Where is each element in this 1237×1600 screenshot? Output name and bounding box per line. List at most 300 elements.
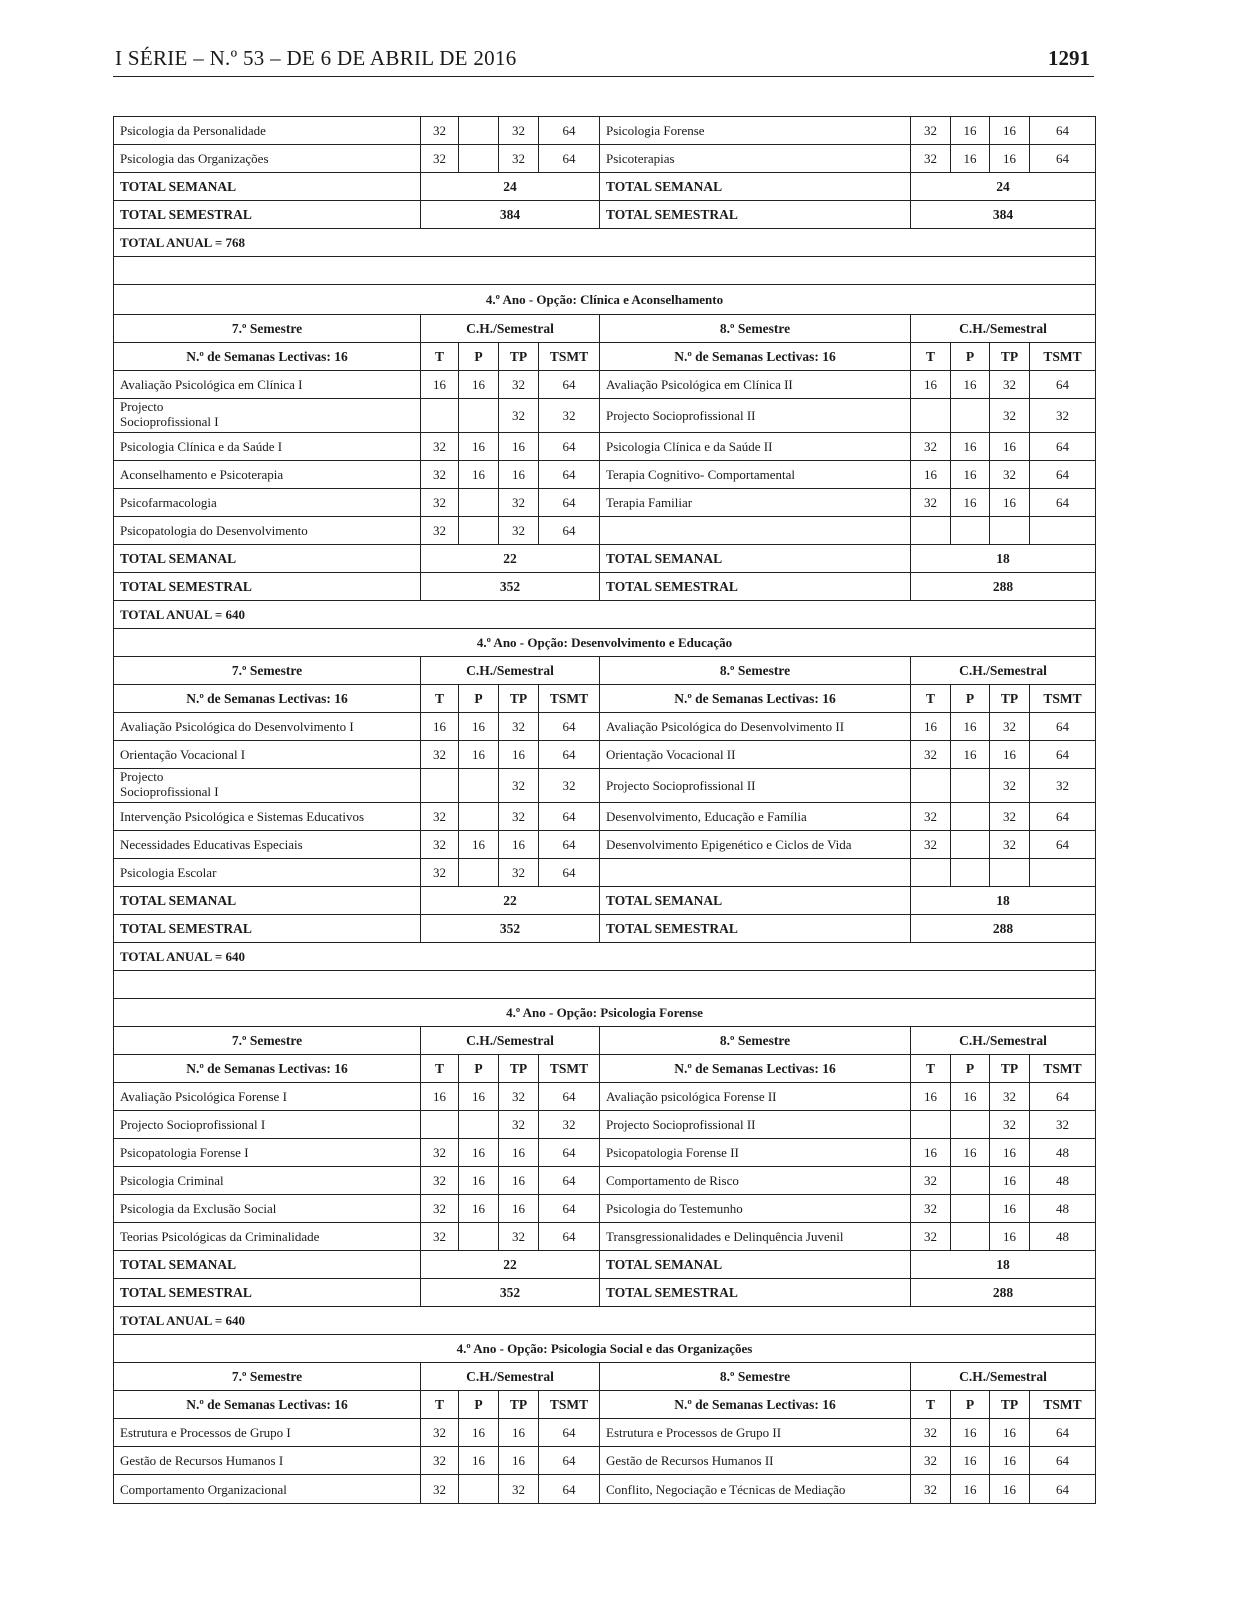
total-semanal-label: TOTAL SEMANAL xyxy=(599,545,910,572)
hours-cell xyxy=(910,517,950,544)
hours-cell: 32 xyxy=(498,117,538,144)
hours-cell: 32 xyxy=(910,831,950,858)
hours-cell: 16 xyxy=(989,1195,1029,1222)
hours-cell: 16 xyxy=(989,489,1029,516)
semester-header-row xyxy=(114,1027,1095,1055)
hours-cell xyxy=(950,769,989,802)
course-name: Psicoterapias xyxy=(599,145,910,172)
total-anual-row xyxy=(114,943,1095,971)
course-row xyxy=(114,399,1095,433)
total-semanal-value: 18 xyxy=(910,887,1095,914)
course-row xyxy=(114,117,1095,145)
hours-cell: 16 xyxy=(989,1475,1029,1503)
course-name: Psicopatologia Forense I xyxy=(120,1145,249,1160)
hours-cell: 32 xyxy=(989,461,1029,488)
course-name: Terapia Familiar xyxy=(599,489,910,516)
total-semanal-label: TOTAL SEMANAL xyxy=(120,893,237,908)
total-semanal-value: 22 xyxy=(420,1251,599,1278)
hours-cell xyxy=(420,769,458,802)
weeks-label: N.º de Semanas Lectivas: 16 xyxy=(186,349,348,364)
course-row xyxy=(114,489,1095,517)
course-row xyxy=(114,1167,1095,1195)
hours-cell: 16 xyxy=(420,713,458,740)
hours-cell: 32 xyxy=(498,517,538,544)
column-header-row xyxy=(114,343,1095,371)
course-row xyxy=(114,1111,1095,1139)
total-semestral-value: 352 xyxy=(420,915,599,942)
hours-cell xyxy=(950,1223,989,1250)
course-name: Orientação Vocacional II xyxy=(599,741,910,768)
course-name: Aconselhamento e Psicoterapia xyxy=(120,467,284,482)
hours-cell xyxy=(1029,517,1095,544)
column-p: P xyxy=(458,685,498,712)
hours-cell: 32 xyxy=(910,1447,950,1474)
hours-cell xyxy=(458,399,498,432)
total-semanal-value: 24 xyxy=(910,173,1095,200)
hours-cell: 64 xyxy=(538,1223,599,1250)
column-t: T xyxy=(910,1391,950,1418)
hours-cell xyxy=(950,803,989,830)
weeks-label: N.º de Semanas Lectivas: 16 xyxy=(186,1397,348,1412)
course-name: Psicologia das Organizações xyxy=(120,151,269,166)
hours-cell: 64 xyxy=(538,1195,599,1222)
total-semestral-value: TOTAL SEMESTRAL xyxy=(599,573,910,600)
total-semanal-value: 18 xyxy=(910,545,1095,572)
hours-cell: 32 xyxy=(420,1447,458,1474)
column-tp: TP xyxy=(498,343,538,370)
hours-cell: 32 xyxy=(498,1083,538,1110)
hours-cell: 64 xyxy=(1029,117,1095,144)
course-name: Psicologia Escolar xyxy=(120,865,217,880)
course-name: Comportamento Organizacional xyxy=(120,1481,287,1497)
hours-cell: 32 xyxy=(498,769,538,802)
hours-cell: 64 xyxy=(538,117,599,144)
column-tp: TP xyxy=(989,1055,1029,1082)
column-t: T xyxy=(910,343,950,370)
course-row xyxy=(114,1447,1095,1475)
hours-cell: 32 xyxy=(498,803,538,830)
hours-cell: 32 xyxy=(420,1139,458,1166)
semester-7-label: 7.º Semestre xyxy=(231,663,303,678)
total-semanal-row xyxy=(114,1251,1095,1279)
hours-cell: 64 xyxy=(538,741,599,768)
column-tsmt: TSMT xyxy=(538,1391,599,1418)
hours-cell: 64 xyxy=(1029,803,1095,830)
course-name: Projecto Socioprofissional II xyxy=(599,769,910,802)
course-name: Psicopatologia Forense II xyxy=(599,1139,910,1166)
column-t: T xyxy=(420,343,458,370)
hours-cell: 64 xyxy=(538,371,599,398)
semester-8-label: 8.º Semestre xyxy=(599,1363,910,1390)
course-name: Necessidades Educativas Especiais xyxy=(120,837,303,852)
total-semanal-row xyxy=(114,173,1095,201)
hours-cell: 16 xyxy=(950,1083,989,1110)
option-title-row xyxy=(114,1335,1095,1363)
course-name: Psicologia Clínica e da Saúde I xyxy=(120,439,283,454)
course-name: Transgressionalidades e Delinquência Juvenil xyxy=(599,1223,910,1250)
spacer-row xyxy=(114,257,1095,285)
hours-cell: 16 xyxy=(458,433,498,460)
course-row xyxy=(114,1195,1095,1223)
course-name: Orientação Vocacional I xyxy=(120,747,246,762)
hours-cell: 16 xyxy=(950,741,989,768)
course-name-line: Projecto xyxy=(120,769,164,784)
hours-cell: 32 xyxy=(420,1223,458,1250)
course-name: Psicologia da Personalidade xyxy=(120,123,266,138)
hours-cell: 64 xyxy=(1029,371,1095,398)
hours-cell: 32 xyxy=(420,117,458,144)
total-anual: TOTAL ANUAL = 768 xyxy=(120,234,246,250)
hours-cell: 32 xyxy=(910,741,950,768)
total-semestral-value: 384 xyxy=(420,201,599,228)
course-name: Projecto Socioprofissional II xyxy=(599,1111,910,1138)
hours-cell xyxy=(458,117,498,144)
course-row xyxy=(114,1223,1095,1251)
column-t: T xyxy=(420,1055,458,1082)
hours-cell: 32 xyxy=(420,145,458,172)
hours-cell: 32 xyxy=(1029,769,1095,802)
hours-cell: 64 xyxy=(1029,433,1095,460)
hours-cell: 64 xyxy=(538,145,599,172)
course-row xyxy=(114,803,1095,831)
course-name: Intervenção Psicológica e Sistemas Educativos xyxy=(120,809,365,824)
course-name: Comportamento de Risco xyxy=(599,1167,910,1194)
course-row xyxy=(114,1419,1095,1447)
hours-cell: 16 xyxy=(498,461,538,488)
hours-cell: 16 xyxy=(989,1167,1029,1194)
hours-cell: 32 xyxy=(498,713,538,740)
hours-cell: 64 xyxy=(538,1083,599,1110)
hours-cell: 32 xyxy=(498,399,538,432)
semester-8-label: 8.º Semestre xyxy=(599,315,910,342)
hours-cell xyxy=(458,145,498,172)
ch-semestral-label: C.H./Semestral xyxy=(910,657,1095,684)
hours-cell: 16 xyxy=(950,1447,989,1474)
hours-cell: 32 xyxy=(910,145,950,172)
hours-cell: 32 xyxy=(910,1223,950,1250)
hours-cell xyxy=(420,1111,458,1138)
course-name: Avaliação Psicológica em Clínica I xyxy=(120,377,303,392)
hours-cell: 32 xyxy=(420,1167,458,1194)
ch-semestral-label: C.H./Semestral xyxy=(420,315,599,342)
course-row xyxy=(114,831,1095,859)
hours-cell: 32 xyxy=(989,399,1029,432)
total-semestral-value: 384 xyxy=(910,201,1095,228)
hours-cell: 32 xyxy=(498,1475,538,1503)
course-row xyxy=(114,769,1095,803)
total-semanal-value: 24 xyxy=(420,173,599,200)
hours-cell: 64 xyxy=(1029,831,1095,858)
weeks-label: N.º de Semanas Lectivas: 16 xyxy=(599,685,910,712)
total-semestral-value: 288 xyxy=(910,573,1095,600)
hours-cell xyxy=(950,517,989,544)
hours-cell: 32 xyxy=(498,1223,538,1250)
course-name: Avaliação Psicológica do Desenvolvimento II xyxy=(599,713,910,740)
hours-cell: 48 xyxy=(1029,1223,1095,1250)
hours-cell: 32 xyxy=(910,1167,950,1194)
course-row xyxy=(114,1139,1095,1167)
hours-cell: 32 xyxy=(420,489,458,516)
total-semanal-value: 22 xyxy=(420,545,599,572)
hours-cell: 16 xyxy=(950,117,989,144)
hours-cell: 16 xyxy=(498,831,538,858)
column-header-row xyxy=(114,1055,1095,1083)
column-tp: TP xyxy=(498,1391,538,1418)
column-tp: TP xyxy=(498,685,538,712)
hours-cell: 32 xyxy=(910,117,950,144)
hours-cell: 16 xyxy=(989,1447,1029,1474)
weeks-label: N.º de Semanas Lectivas: 16 xyxy=(186,1061,348,1076)
course-name xyxy=(114,399,420,432)
hours-cell: 16 xyxy=(498,1195,538,1222)
column-tsmt: TSMT xyxy=(1029,1055,1095,1082)
course-name xyxy=(114,769,420,802)
total-semestral-label: TOTAL SEMESTRAL xyxy=(120,207,252,222)
total-semestral-label: TOTAL SEMESTRAL xyxy=(120,921,252,936)
semester-header-row xyxy=(114,657,1095,685)
total-semanal-value: 22 xyxy=(420,887,599,914)
column-p: P xyxy=(950,685,989,712)
course-name: Teorias Psicológicas da Criminalidade xyxy=(120,1229,320,1244)
option-title-row xyxy=(114,629,1095,657)
hours-cell xyxy=(910,1111,950,1138)
total-anual: TOTAL ANUAL = 640 xyxy=(120,948,246,964)
option-title: 4.º Ano - Opção: Desenvolvimento e Educação xyxy=(476,634,733,650)
hours-cell: 16 xyxy=(910,713,950,740)
hours-cell: 64 xyxy=(1029,145,1095,172)
course-row xyxy=(114,461,1095,489)
hours-cell xyxy=(910,769,950,802)
hours-cell: 16 xyxy=(989,145,1029,172)
column-tsmt: TSMT xyxy=(538,1055,599,1082)
column-header-row xyxy=(114,1391,1095,1419)
column-t: T xyxy=(910,685,950,712)
hours-cell: 32 xyxy=(1029,1111,1095,1138)
column-t: T xyxy=(420,685,458,712)
ch-semestral-label: C.H./Semestral xyxy=(910,1363,1095,1390)
course-name: Projecto Socioprofissional II xyxy=(599,399,910,432)
hours-cell: 16 xyxy=(910,1083,950,1110)
total-semanal-label: TOTAL SEMANAL xyxy=(120,551,237,566)
course-name: Estrutura e Processos de Grupo II xyxy=(599,1419,910,1446)
hours-cell: 48 xyxy=(1029,1167,1095,1194)
total-semanal-value: 18 xyxy=(910,1251,1095,1278)
hours-cell: 64 xyxy=(538,713,599,740)
total-semestral-value: TOTAL SEMESTRAL xyxy=(599,915,910,942)
course-name: Conflito, Negociação e Técnicas de Mediação xyxy=(599,1475,910,1503)
hours-cell: 16 xyxy=(498,741,538,768)
hours-cell: 64 xyxy=(1029,461,1095,488)
hours-cell: 64 xyxy=(538,489,599,516)
hours-cell: 16 xyxy=(458,1167,498,1194)
course-name: Psicologia da Exclusão Social xyxy=(120,1201,277,1216)
column-p: P xyxy=(950,1055,989,1082)
spacer-row xyxy=(114,971,1095,999)
semester-header-row xyxy=(114,1363,1095,1391)
hours-cell: 32 xyxy=(989,713,1029,740)
hours-cell: 16 xyxy=(498,1447,538,1474)
hours-cell: 16 xyxy=(910,371,950,398)
hours-cell xyxy=(458,1223,498,1250)
course-name: Terapia Cognitivo- Comportamental xyxy=(599,461,910,488)
hours-cell: 32 xyxy=(498,371,538,398)
semester-header-row xyxy=(114,315,1095,343)
hours-cell: 32 xyxy=(538,399,599,432)
course-name: Avaliação Psicológica Forense I xyxy=(120,1089,287,1104)
hours-cell: 16 xyxy=(950,489,989,516)
hours-cell: 64 xyxy=(538,517,599,544)
hours-cell: 16 xyxy=(910,1139,950,1166)
hours-cell: 32 xyxy=(498,1111,538,1138)
hours-cell: 16 xyxy=(458,1083,498,1110)
total-anual-row xyxy=(114,229,1095,257)
course-name: Avaliação Psicológica em Clínica II xyxy=(599,371,910,398)
course-row xyxy=(114,859,1095,887)
hours-cell: 32 xyxy=(498,145,538,172)
hours-cell: 64 xyxy=(538,1419,599,1446)
total-anual: TOTAL ANUAL = 640 xyxy=(120,1312,246,1328)
total-semestral-label: TOTAL SEMESTRAL xyxy=(120,1285,252,1300)
course-row xyxy=(114,517,1095,545)
hours-cell: 16 xyxy=(458,1447,498,1474)
hours-cell: 32 xyxy=(420,433,458,460)
hours-cell: 16 xyxy=(950,713,989,740)
hours-cell: 32 xyxy=(989,371,1029,398)
page-header xyxy=(113,44,1094,77)
course-name: Gestão de Recursos Humanos II xyxy=(599,1447,910,1474)
hours-cell: 64 xyxy=(1029,489,1095,516)
hours-cell: 64 xyxy=(1029,713,1095,740)
hours-cell: 32 xyxy=(498,489,538,516)
hours-cell xyxy=(420,399,458,432)
page-number: 1291 xyxy=(1048,46,1090,70)
semester-7-label: 7.º Semestre xyxy=(231,1369,303,1384)
hours-cell: 16 xyxy=(989,1139,1029,1166)
hours-cell xyxy=(950,859,989,886)
total-semanal-row xyxy=(114,887,1095,915)
column-p: P xyxy=(950,343,989,370)
column-t: T xyxy=(420,1391,458,1418)
hours-cell: 32 xyxy=(910,1419,950,1446)
column-tsmt: TSMT xyxy=(538,343,599,370)
hours-cell xyxy=(458,517,498,544)
total-semestral-row xyxy=(114,201,1095,229)
hours-cell: 32 xyxy=(989,803,1029,830)
total-semestral-value: TOTAL SEMESTRAL xyxy=(599,1279,910,1306)
course-row xyxy=(114,371,1095,399)
course-name: Desenvolvimento Epigenético e Ciclos de Vida xyxy=(599,831,910,858)
hours-cell: 16 xyxy=(950,1475,989,1503)
hours-cell: 16 xyxy=(498,433,538,460)
hours-cell: 16 xyxy=(950,433,989,460)
semester-7-label: 7.º Semestre xyxy=(231,1033,303,1048)
total-semestral-label: TOTAL SEMESTRAL xyxy=(120,579,252,594)
course-name: Psicopatologia do Desenvolvimento xyxy=(120,523,308,538)
course-name: Gestão de Recursos Humanos I xyxy=(120,1453,284,1468)
total-semanal-label: TOTAL SEMANAL xyxy=(599,1251,910,1278)
column-tsmt: TSMT xyxy=(1029,1391,1095,1418)
hours-cell: 16 xyxy=(989,1419,1029,1446)
hours-cell: 32 xyxy=(1029,399,1095,432)
hours-cell: 16 xyxy=(420,371,458,398)
hours-cell: 64 xyxy=(1029,1447,1095,1474)
column-p: P xyxy=(458,1391,498,1418)
hours-cell: 16 xyxy=(989,433,1029,460)
hours-cell: 16 xyxy=(458,741,498,768)
hours-cell xyxy=(950,399,989,432)
course-name: Avaliação Psicológica do Desenvolvimento I xyxy=(120,719,354,734)
hours-cell: 32 xyxy=(420,803,458,830)
hours-cell: 32 xyxy=(989,1111,1029,1138)
hours-cell xyxy=(910,399,950,432)
total-anual-row xyxy=(114,1307,1095,1335)
hours-cell: 32 xyxy=(989,831,1029,858)
hours-cell xyxy=(989,517,1029,544)
hours-cell: 32 xyxy=(910,433,950,460)
hours-cell xyxy=(989,859,1029,886)
hours-cell: 16 xyxy=(950,461,989,488)
hours-cell: 32 xyxy=(910,803,950,830)
option-title: 4.º Ano - Opção: Psicologia Forense xyxy=(506,1004,703,1020)
hours-cell: 16 xyxy=(989,741,1029,768)
total-anual-row xyxy=(114,601,1095,629)
hours-cell: 32 xyxy=(420,517,458,544)
course-name: Psicologia do Testemunho xyxy=(599,1195,910,1222)
hours-cell: 16 xyxy=(950,145,989,172)
hours-cell: 32 xyxy=(989,769,1029,802)
course-name-line: Socioprofissional I xyxy=(120,784,219,799)
total-semanal-label: TOTAL SEMANAL xyxy=(599,887,910,914)
hours-cell: 16 xyxy=(950,371,989,398)
course-name: Estrutura e Processos de Grupo I xyxy=(120,1425,291,1440)
course-name: Psicologia Forense xyxy=(599,117,910,144)
total-semestral-value: TOTAL SEMESTRAL xyxy=(599,201,910,228)
course-name-line: Socioprofissional I xyxy=(120,414,219,429)
semester-7-label: 7.º Semestre xyxy=(231,321,303,336)
hours-cell: 32 xyxy=(420,741,458,768)
semester-8-label: 8.º Semestre xyxy=(599,1027,910,1054)
hours-cell: 64 xyxy=(538,461,599,488)
hours-cell: 32 xyxy=(538,1111,599,1138)
column-t: T xyxy=(910,1055,950,1082)
hours-cell: 64 xyxy=(1029,1475,1095,1503)
hours-cell: 16 xyxy=(458,371,498,398)
hours-cell: 16 xyxy=(458,713,498,740)
course-row xyxy=(114,145,1095,173)
total-semanal-row xyxy=(114,545,1095,573)
course-name: Projecto Socioprofissional I xyxy=(120,1117,266,1132)
weeks-label: N.º de Semanas Lectivas: 16 xyxy=(599,343,910,370)
hours-cell: 64 xyxy=(1029,1083,1095,1110)
hours-cell xyxy=(458,489,498,516)
hours-cell: 16 xyxy=(458,461,498,488)
course-name xyxy=(599,517,910,544)
hours-cell: 32 xyxy=(420,1195,458,1222)
column-header-row xyxy=(114,685,1095,713)
column-tp: TP xyxy=(498,1055,538,1082)
hours-cell: 64 xyxy=(538,1475,599,1503)
hours-cell: 16 xyxy=(458,1419,498,1446)
hours-cell xyxy=(950,1195,989,1222)
column-tp: TP xyxy=(989,343,1029,370)
column-tp: TP xyxy=(989,1391,1029,1418)
hours-cell: 16 xyxy=(498,1167,538,1194)
hours-cell: 64 xyxy=(1029,741,1095,768)
hours-cell: 32 xyxy=(420,1419,458,1446)
hours-cell: 32 xyxy=(910,1195,950,1222)
course-name: Desenvolvimento, Educação e Família xyxy=(599,803,910,830)
total-anual: TOTAL ANUAL = 640 xyxy=(120,606,246,622)
